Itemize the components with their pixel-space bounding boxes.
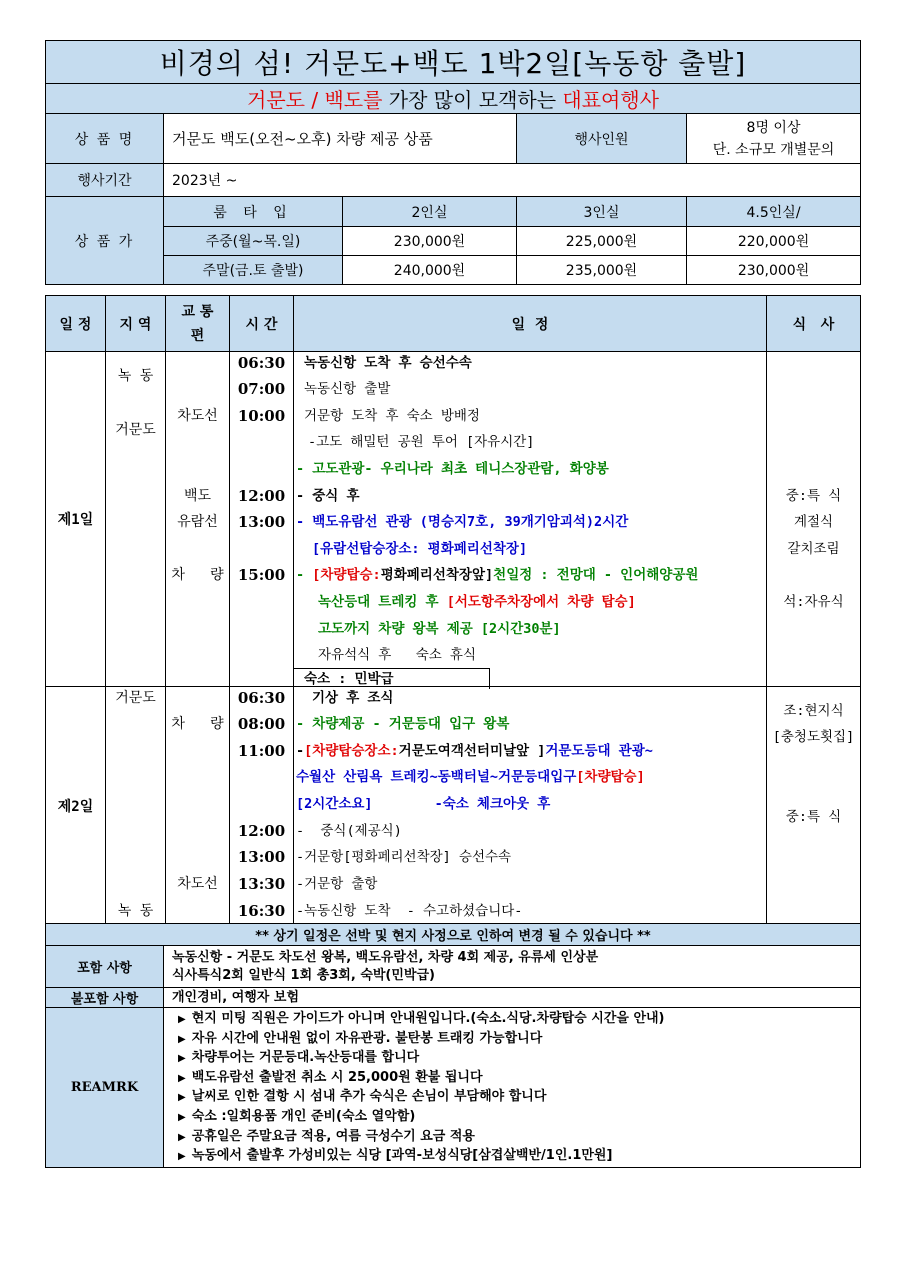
- region-item: 거문도: [115, 690, 156, 706]
- day2-transport-col: [166, 687, 230, 926]
- header-day: 일 정: [46, 296, 106, 352]
- event-line: -거문항 출항: [296, 876, 378, 892]
- event-line: - 백도유람선 관광 (명승지7호, 39개기암괴석)2시간: [296, 514, 629, 530]
- bullet-icon: ▶: [178, 1014, 186, 1025]
- event-dash: -: [296, 743, 305, 759]
- event-line: [318, 592, 636, 612]
- transport-item: 차 량: [171, 716, 224, 732]
- event-line: 거문항 도착 후 숙소 방배정: [304, 408, 480, 424]
- time-item: 11:00: [237, 742, 286, 760]
- event-blue: [2시간소요]: [296, 796, 373, 812]
- time-item: 13:00: [237, 848, 286, 866]
- bullet-icon: ▶: [178, 1131, 186, 1143]
- day2-itinerary-col: [294, 687, 767, 926]
- remark-item: [178, 1147, 860, 1167]
- time-item: 12:00: [237, 822, 286, 840]
- remark-label: REAMRK: [46, 1008, 164, 1168]
- time-item: 13:30: [237, 875, 286, 893]
- subtitle-black-part: 가장 많이 모객하는: [382, 88, 563, 112]
- product-name-label: 상 품 명: [46, 114, 164, 164]
- day2-label: 제2일: [46, 687, 106, 926]
- day1-itinerary-col: [294, 352, 767, 687]
- header-transport: 교 통 편: [166, 296, 230, 352]
- bullet-icon: ▶: [178, 1072, 186, 1084]
- day2-time-col: [230, 687, 294, 926]
- event-dash: -: [296, 567, 313, 583]
- price-cell: 240,000원: [343, 256, 517, 285]
- remark-item: [178, 1088, 860, 1108]
- people-line2: 단. 소규모 개별문의: [712, 141, 835, 158]
- meal-item: 갈치조림: [787, 541, 840, 557]
- remark-text: 녹동에서 출발후 가성비있는 식당 [과역-보성식당[삼겹살백반/1인.1만원]: [191, 1148, 613, 1164]
- period-label: 행사기간: [46, 164, 164, 197]
- subtitle: [46, 84, 861, 114]
- schedule-change-notice: ** 상기 일정은 선박 및 현지 사정으로 인하여 변경 될 수 있습니다 **: [46, 924, 861, 946]
- region-item: 녹 동: [117, 903, 154, 919]
- time-item: 06:30: [237, 354, 286, 372]
- event-green: 녹산등대 트레킹 후: [318, 594, 447, 610]
- excluded-label: 불포함 사항: [46, 988, 164, 1008]
- excluded-value: 개인경비, 여행자 보험: [164, 988, 861, 1008]
- day1-meal-col: [767, 352, 861, 687]
- included-line2: 식사특식2회 일반식 1회 총3회, 숙박(민박급): [172, 967, 435, 983]
- price-cell: 225,000원: [517, 227, 687, 256]
- header-region: 지 역: [106, 296, 166, 352]
- remark-item: [178, 1128, 860, 1148]
- price-row-label: 주말(금.토 출발): [164, 256, 343, 285]
- event-line: [296, 767, 645, 787]
- meal-item: 중:특 식: [785, 488, 842, 504]
- remark-item: [178, 1049, 860, 1069]
- transport-item: 유람선: [177, 514, 218, 530]
- event-red: [서도항주차장에서 차량 탑승]: [446, 594, 636, 610]
- remark-text: 현지 미팅 직원은 가이드가 아니며 안내원입니다.(숙소.식당.차량탑승 시간을 안내): [191, 1011, 665, 1026]
- day2-region-col: [106, 687, 166, 926]
- meal-item: 중:특 식: [785, 809, 842, 825]
- remark-text: 숙소 :일회용품 개인 준비(숙소 열악함): [191, 1108, 416, 1124]
- header-meal: 식 사: [767, 296, 861, 352]
- lodging-box: 숙소 : 민박급: [294, 668, 490, 689]
- remark-item: [178, 1108, 860, 1128]
- event-blue: 거문도등대 관광~: [545, 743, 653, 759]
- event-blue: 수월산 산림욕 트레킹~동백터널~거문등대입구: [296, 769, 577, 785]
- region-item: 녹 동: [117, 368, 154, 384]
- event-red: [차량탑승장소:: [304, 743, 399, 759]
- event-line: - 차량제공 - 거문등대 입구 왕복: [296, 716, 510, 732]
- remark-text: 공휴일은 주말요금 적용, 여름 극성수기 요금 적용: [191, 1128, 475, 1144]
- time-item: 07:00: [237, 380, 286, 398]
- price-label: 상 품 가: [46, 197, 164, 285]
- day2-meal-col: [767, 687, 861, 926]
- subtitle-red-part2: 대표여행사: [562, 88, 660, 112]
- day1-region-col: [106, 352, 166, 687]
- remark-list: [164, 1008, 861, 1168]
- meal-item: 계절식: [793, 514, 834, 530]
- event-green: 천일정 : 전망대 - 인어해양공원: [493, 567, 699, 583]
- event-line: -거문항[평화페리선착장] 승선수속: [296, 849, 512, 865]
- event-line: 고도까지 차량 왕복 제공 [2시간30분]: [318, 621, 561, 637]
- day1-transport-col: [166, 352, 230, 687]
- event-line: [296, 565, 698, 585]
- people-label: 행사인원: [517, 114, 687, 164]
- event-line: [유람선탑승장소: 평화페리선착장]: [312, 541, 528, 557]
- bullet-icon: ▶: [178, 1053, 186, 1065]
- product-info-table: [45, 40, 861, 285]
- price-cell: 230,000원: [687, 256, 861, 285]
- remark-text: 백도유람선 출발전 취소 시 25,000원 환불 됩니다: [191, 1069, 483, 1085]
- schedule-table: [45, 295, 861, 926]
- included-line1: 녹동신항 - 거문도 차도선 왕복, 백도유람선, 차량 4회 제공, 유류세 인상분: [172, 949, 599, 965]
- time-item: 16:30: [237, 902, 286, 920]
- people-value: [687, 114, 861, 164]
- price-row-label: 주중(월~목.일): [164, 227, 343, 256]
- notes-table: [45, 923, 861, 1168]
- remark-item: [178, 1069, 860, 1089]
- event-black: 거문도여객선터미날앞 ]: [398, 743, 546, 759]
- event-line: 녹동신항 도착 후 승선수속: [304, 355, 472, 371]
- bullet-icon: ▶: [178, 1151, 186, 1163]
- event-line: 기상 후 조식: [312, 690, 394, 706]
- bullet-icon: ▶: [178, 1111, 186, 1123]
- included-label: 포함 사항: [46, 946, 164, 988]
- remark-item: [178, 1010, 860, 1030]
- event-line: - 고도관광- 우리나라 최초 테니스장관람, 화양봉: [296, 461, 609, 477]
- people-line1: 8명 이상: [746, 119, 801, 136]
- event-red: [차량탑승]: [576, 769, 645, 785]
- event-blue: -숙소 체크아웃 후: [434, 796, 551, 812]
- subtitle-red-part1: 거문도 / 백도를: [247, 88, 383, 112]
- time-item: 06:30: [237, 689, 286, 707]
- event-line: -녹동신항 도착 - 수고하셨습니다-: [296, 903, 523, 919]
- meal-item: 조:현지식: [783, 703, 844, 719]
- period-value: 2023년 ~: [164, 164, 861, 197]
- transport-item: 백도: [183, 488, 212, 504]
- time-item: 12:00: [237, 487, 286, 505]
- time-item: 08:00: [237, 715, 286, 733]
- header-itinerary: 일 정: [294, 296, 767, 352]
- event-line: - 중식 후: [296, 488, 360, 504]
- event-red: [차량탑승:: [312, 567, 381, 583]
- price-header-roomtype: 룸 타 입: [164, 197, 343, 227]
- event-line: [296, 794, 550, 814]
- price-cell: 230,000원: [343, 227, 517, 256]
- event-line: [296, 741, 653, 761]
- event-line: 녹동신항 출발: [304, 381, 391, 397]
- day1-label: 제1일: [46, 352, 106, 687]
- page-title: 비경의 섬! 거문도+백도 1박2일[녹동항 출발]: [46, 41, 861, 84]
- price-cell: 235,000원: [517, 256, 687, 285]
- event-line: - 중식(제공식): [296, 823, 402, 839]
- meal-item: 석:자유식: [783, 594, 844, 610]
- time-item: 10:00: [237, 407, 286, 425]
- bullet-icon: ▶: [178, 1033, 186, 1045]
- price-header-3p: 3인실: [517, 197, 687, 227]
- included-value: [164, 946, 861, 988]
- remark-text: 날씨로 인한 결항 시 섬내 추가 숙식은 손님이 부담해야 합니다: [191, 1089, 547, 1105]
- price-header-2p: 2인실: [343, 197, 517, 227]
- region-item: 거문도: [115, 422, 156, 438]
- remark-text: 차량투어는 거문등대.녹산등대를 합니다: [191, 1050, 420, 1066]
- bullet-icon: ▶: [178, 1092, 186, 1104]
- time-item: 13:00: [237, 513, 286, 531]
- price-cell: 220,000원: [687, 227, 861, 256]
- transport-item: 차도선: [177, 876, 218, 892]
- remark-text: 자유 시간에 안내원 없이 자유관광. 불탄봉 트래킹 가능합니다: [191, 1030, 543, 1046]
- event-line: 자유석식 후 숙소 휴식: [318, 647, 477, 663]
- header-time: 시 간: [230, 296, 294, 352]
- event-line: -고도 해밀턴 공원 투어 [자유시간]: [308, 434, 535, 450]
- day1-time-col: [230, 352, 294, 687]
- meal-item: [충청도횟집]: [772, 729, 855, 745]
- time-item: 15:00: [237, 566, 286, 584]
- price-header-45p: 4.5인실/: [687, 197, 861, 227]
- remark-item: [178, 1030, 860, 1050]
- transport-item: 차도선: [177, 408, 218, 424]
- product-name-value: 거문도 백도(오전~오후) 차량 제공 상품: [164, 114, 517, 164]
- event-black: 평화페리선착장앞]: [380, 567, 494, 583]
- transport-item: 차 량: [171, 567, 224, 583]
